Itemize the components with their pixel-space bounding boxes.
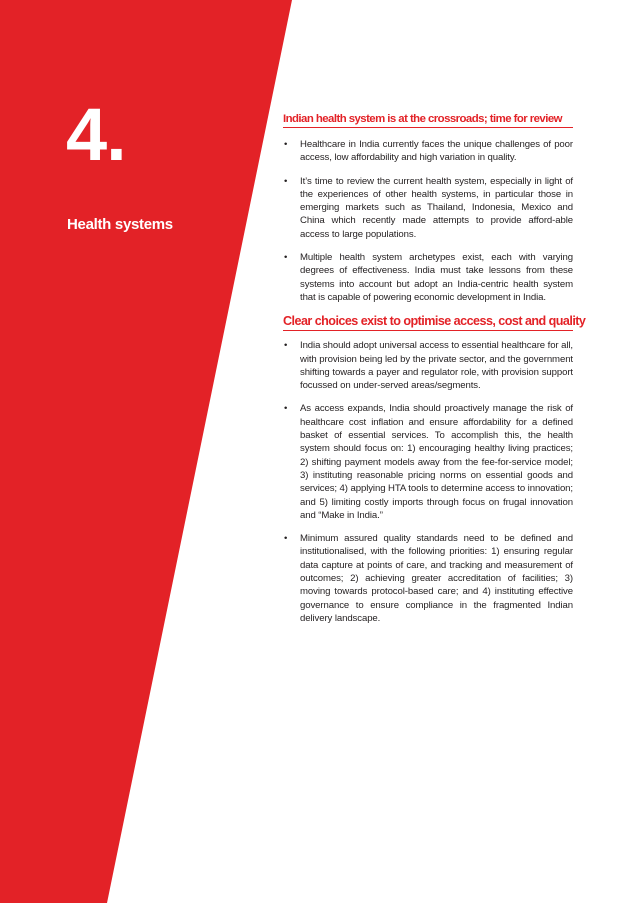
list-item-text: Multiple health system archetypes exist, each with varying degrees of effectiveness. India must take lessons from these systems into account but adopt an India-centric health system that is capable of powering economic development in India. xyxy=(300,252,573,303)
section-crossroads xyxy=(283,113,573,304)
list-item-text: India should adopt universal access to essential healthcare for all, with provision being led by the private sector, and the government shifting towards a payer and regulator role, with provision support focussed on under-served areas/segments. xyxy=(300,340,573,392)
content-column xyxy=(283,113,586,635)
bullet-glyph: • xyxy=(284,403,288,415)
heading-underline xyxy=(283,330,573,331)
section-heading-text: Clear choices exist to optimise access, cost and quality xyxy=(283,314,586,329)
list-item xyxy=(283,251,573,304)
list-item-text: Healthcare in India currently faces the unique challenges of poor access, low affordability and high variation in quality. xyxy=(300,139,573,164)
list-item xyxy=(283,138,573,165)
section-heading xyxy=(283,314,586,331)
list-item-text: As access expands, India should proactively manage the risk of healthcare cost inflation and ensure affordability for a defined basket of essential services. To accomplish this, the health system should focus on: 1) encouraging healthy living practices; 2) shifting payment models away from the fee-for-service model; 3) instituting reasonable pricing norms on essential goods and services; 4) applying HTA tools to determine access to innovation; and 5) limiting costly imports through focus on frugal innovation and “Make in India.” xyxy=(300,403,573,521)
bullet-list xyxy=(283,138,573,304)
list-item-text: Minimum assured quality standards need to be defined and institutionalised, with the following priorities: 1) ensuring regular data capture at points of care, and tracking and measurement of outcomes; 2) achieving greater accreditation of facilities; 3) moving towards protocol-based care; and 4) instituting effective governance to ensure compliance in the fragmented Indian delivery landscape. xyxy=(300,533,573,624)
bullet-glyph: • xyxy=(284,139,288,150)
bullet-glyph: • xyxy=(284,252,288,264)
heading-underline xyxy=(283,127,573,128)
bullet-glyph: • xyxy=(284,340,288,352)
bullet-glyph: • xyxy=(284,175,288,187)
chapter-title: Health systems xyxy=(67,216,173,233)
red-band-shape xyxy=(0,0,292,903)
section-heading xyxy=(283,113,573,128)
bullet-list xyxy=(283,339,573,625)
list-item xyxy=(283,175,573,241)
list-item xyxy=(283,402,573,522)
bullet-glyph: • xyxy=(284,533,288,545)
list-item-text: It’s time to review the current health system, especially in light of the experiences of other health systems, in particular those in emerging markets such as Thailand, Indonesia, Mexico and China which recently made attempts to provide afford-able access to large populations. xyxy=(300,175,573,240)
list-item xyxy=(283,532,573,625)
section-clear-choices xyxy=(283,314,586,625)
section-heading-text: Indian health system is at the crossroads; time for review xyxy=(283,113,562,125)
list-item xyxy=(283,339,573,392)
chapter-number: 4. xyxy=(66,93,126,176)
